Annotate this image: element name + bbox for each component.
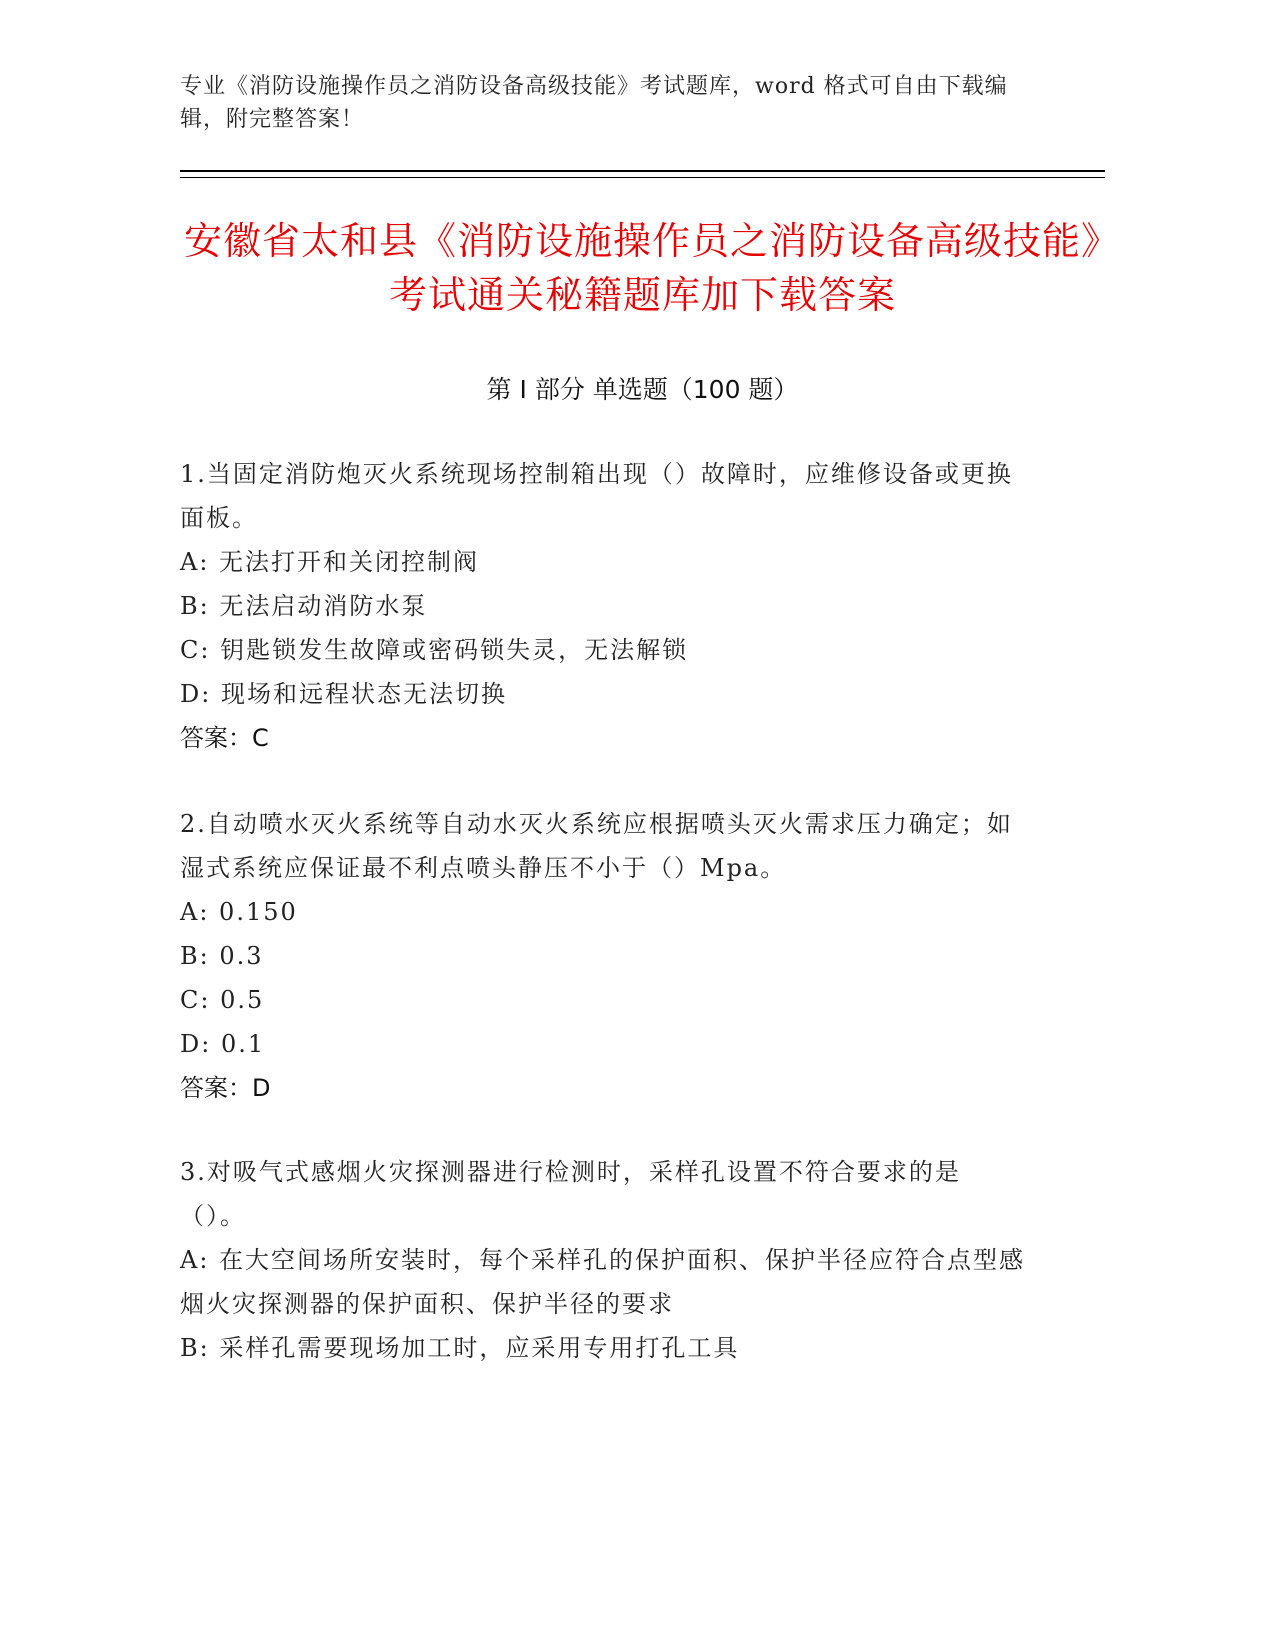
option-a: A: 无法打开和关闭控制阀 (180, 548, 480, 576)
document-page (180, 0, 1105, 1650)
option-d: D: 现场和远程状态无法切换 (180, 680, 507, 708)
option-b: B: 采样孔需要现场加工时，应采用专用打孔工具 (180, 1334, 740, 1362)
option-d: D: 0.1 (180, 1030, 266, 1058)
header-divider-thin (180, 177, 1105, 178)
section-heading: 第 I 部分 单选题（100 题） (486, 375, 799, 404)
option-a: A: 0.150 (180, 898, 298, 926)
option-c: C: 0.5 (180, 986, 265, 1014)
header-divider-thick (180, 170, 1105, 172)
answer: 答案：C (180, 724, 269, 752)
option-c: C: 钥匙锁发生故障或密码锁失灵，无法解锁 (180, 636, 689, 664)
question-text: 1.当固定消防炮灭火系统现场控制箱出现（）故障时，应维修设备或更换面板。 (180, 460, 1013, 532)
question-1 (180, 452, 1105, 760)
option-a: A: 在大空间场所安装时，每个采样孔的保护面积、保护半径应符合点型感烟火灾探测器的保护面积、保护半径的要求 (180, 1246, 1026, 1318)
option-b: B: 无法启动消防水泵 (180, 592, 428, 620)
question-text: 2.自动喷水灭火系统等自动水灭火系统应根据喷头灭火需求压力确定；如湿式系统应保证最不利点喷头静压不小于（）Mpa。 (180, 810, 1013, 882)
answer: 答案：D (180, 1074, 271, 1102)
header-note: 专业《消防设施操作员之消防设备高级技能》考试题库，word 格式可自由下载编辑，附完整答案！ (180, 74, 1008, 132)
document-title: 安徽省太和县《消防设施操作员之消防设备高级技能》考试通关秘籍题库加下载答案 (183, 219, 1101, 317)
question-text: 3.对吸气式感烟火灾探测器进行检测时，采样孔设置不符合要求的是（）。 (180, 1158, 961, 1230)
question-2 (180, 802, 1105, 1110)
option-b: B: 0.3 (180, 942, 264, 970)
question-3 (180, 1150, 1105, 1370)
